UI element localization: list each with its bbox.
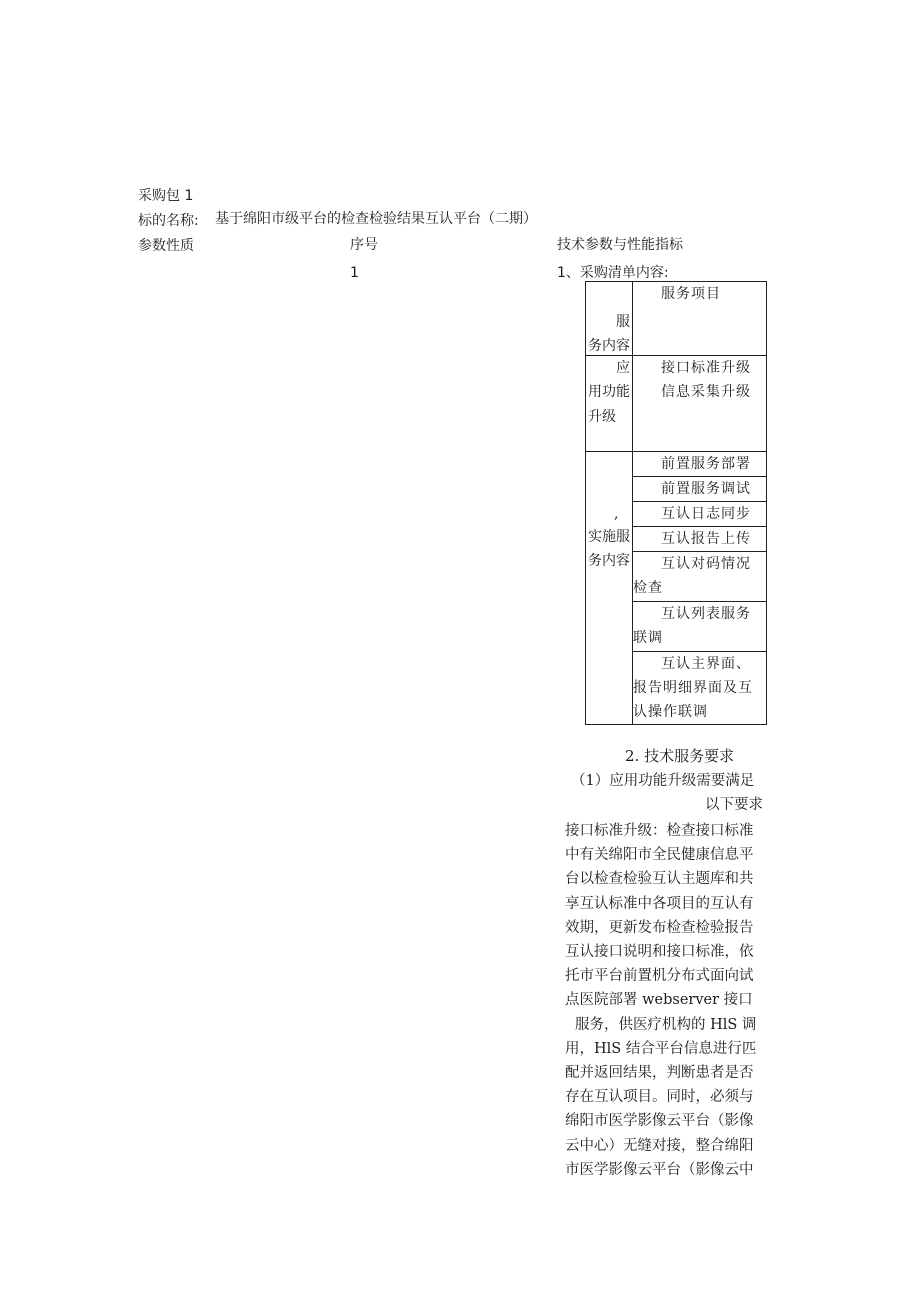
app-item-interface-upgrade: 接口标准升级 xyxy=(633,356,767,381)
impl-item: 互认对码情况检查 xyxy=(633,551,767,601)
paragraph-line: 绵阳市医学影像云平台（影像 xyxy=(565,1113,754,1130)
header-service-item: 服务项目 xyxy=(633,282,767,356)
category-app-upgrade-line3: 升级 xyxy=(588,409,616,425)
paragraph-line: 中有关绵阳市全民健康信息平 xyxy=(565,847,754,864)
paragraph-line: 托市平台前置机分布式面向试 xyxy=(565,968,754,985)
category-impl-service-line3: 务内容 xyxy=(588,552,630,569)
impl-item: 互认列表服务联调 xyxy=(633,601,767,651)
paragraph-line: 服务，供医疗机构的 HlS 调 xyxy=(575,1016,757,1033)
paragraph-line: 点医院部署 webserver 接口 xyxy=(565,992,753,1009)
paragraph-line: 效期，更新发布检查检验报告 xyxy=(565,919,754,936)
paragraph-line: 配并返回结果，判断患者是否 xyxy=(565,1065,754,1082)
paragraph-line: 互认接口说明和接口标准，依 xyxy=(565,944,754,961)
category-app-upgrade-line2: 用功能 xyxy=(588,384,630,400)
app-item-spacer xyxy=(633,404,767,451)
purchase-list-title: 1、采购清单内容: xyxy=(557,265,669,281)
column-seq-no: 序号 xyxy=(350,237,378,253)
category-service-content-line1: 服 xyxy=(616,314,630,330)
paragraph-line: 市医学影像云平台（影像云中 xyxy=(565,1161,754,1178)
paragraph-line: 云中心）无缝对接，整合绵阳 xyxy=(565,1137,754,1154)
category-service-content xyxy=(586,282,633,356)
paragraph-line: 享互认标准中各项目的互认有 xyxy=(565,895,754,912)
category-app-upgrade xyxy=(586,356,633,452)
column-param-nature: 参数性质 xyxy=(138,238,194,254)
column-tech-params: 技术参数与性能指标 xyxy=(557,237,683,253)
subject-value: 基于绵阳市级平台的检查检验结果互认平台（二期） xyxy=(215,211,537,227)
app-item-collection-upgrade: 信息采集升级 xyxy=(633,380,767,404)
section2-subtitle-line1: （1）应用功能升级需要满足 xyxy=(571,773,755,789)
impl-item: 前置服务部署 xyxy=(633,451,767,476)
impl-item: 互认主界面、报告明细界面及互认操作联调 xyxy=(633,651,767,724)
paragraph-line: 接口标准升级：检查接口标准 xyxy=(565,823,754,839)
row-seq-number: 1 xyxy=(350,265,359,281)
category-service-content-line2: 务内容 xyxy=(588,338,630,354)
impl-item: 互认报告上传 xyxy=(633,526,767,551)
category-app-upgrade-line1: 应 xyxy=(616,360,630,376)
subject-label: 标的名称: xyxy=(138,213,199,229)
impl-item: 互认日志同步 xyxy=(633,501,767,526)
paragraph-line: 存在互认项目。同时，必须与 xyxy=(565,1089,754,1106)
category-impl-service xyxy=(586,451,633,724)
section2-subtitle-line2: 以下要求 xyxy=(705,797,763,813)
section2-title: 2. 技术服务要求 xyxy=(625,747,735,765)
paragraph-line: 台以检查检验互认主题库和共 xyxy=(565,871,754,888)
section2-paragraph xyxy=(565,819,770,1182)
service-table xyxy=(585,281,767,725)
category-impl-service-line1: , xyxy=(614,505,619,522)
package-label: 采购包 1 xyxy=(138,188,194,204)
category-impl-service-line2: 实施服 xyxy=(588,528,630,545)
impl-item: 前置服务调试 xyxy=(633,476,767,501)
paragraph-line: 用，HlS 结合平台信息进行匹 xyxy=(565,1040,757,1057)
